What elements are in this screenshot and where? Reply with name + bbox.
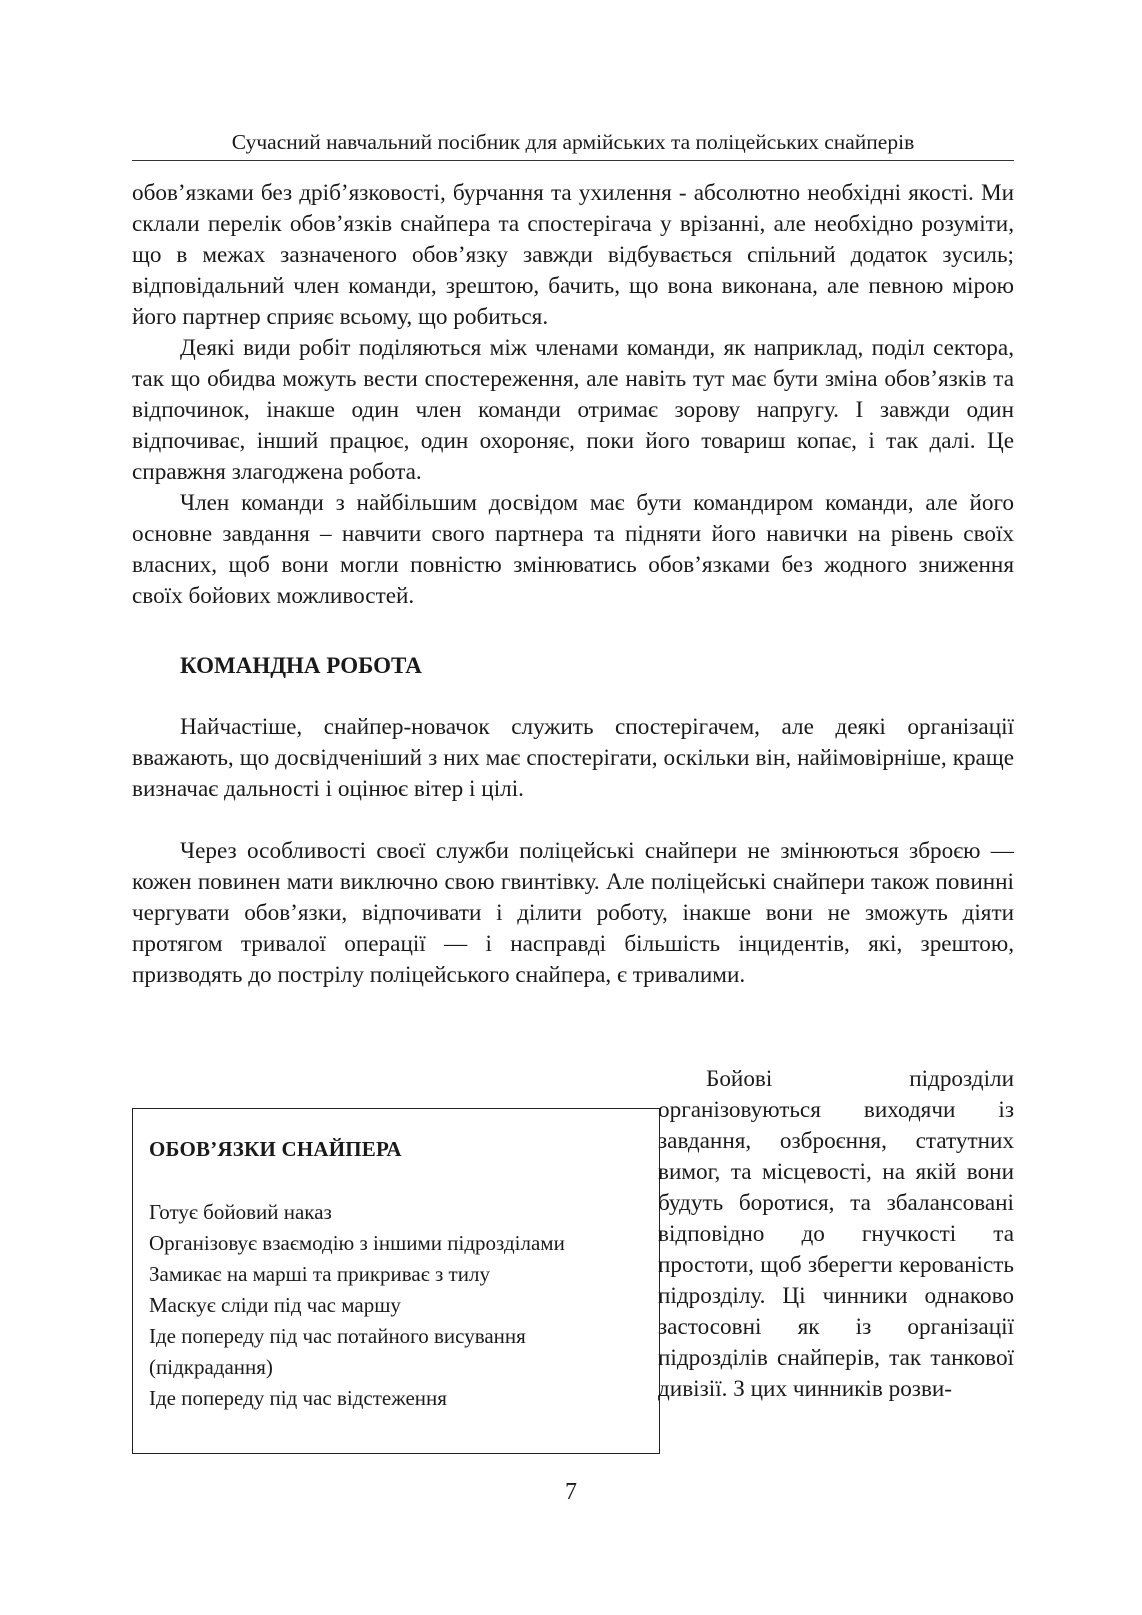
section-heading: КОМАНДНА РОБОТА (180, 653, 422, 678)
body-text-top (132, 178, 1014, 612)
paragraph: Через особливості своєї служби поліцейські снайпери не змінюються зброєю — кожен повинен мати виключно свою гвинтівку. Але поліцейські снайпери також повинні чергувати обов’язки, відпочивати і ділити роботу, інакше вони не зможуть діяти протягом тривалої операції — і насправді більшість інцидентів, які, зрештою, призводять до пострілу поліцейського снайпера, є тривалими. (132, 838, 1014, 988)
running-header: Сучасний навчальний посібник для армійських та поліцейських снайперів (132, 128, 1014, 161)
duty-item: Замикає на марші та прикриває з тилу (149, 1262, 490, 1286)
sniper-duties-box (132, 1108, 660, 1454)
body-text-team-1 (132, 712, 1014, 805)
paragraph: обов’язками без дріб’язковості, бурчання та ухилення - абсолютно необхідні якості. Ми склали перелік обов’язків снайпера та спостерігача у врізанні, але необхідно розуміти, що в межах зазначеного обов’язку завжди відбувається спільний додаток зусиль; відповідальний член команди, зрештою, бачить, що вона виконана, але певною мірою його партнер сприяє всьому, що робиться. (132, 180, 1014, 330)
duty-item: Іде попереду під час відстеження (149, 1386, 447, 1410)
paragraph: Член команди з найбільшим досвідом має бути командиром команди, але його основне завдання – навчити свого партнера та підняти його навички на рівень своїх власних, щоб вони могли повністю змінюватись обов’язками без жодного зниження своїх бойових можливостей. (132, 490, 1014, 609)
duties-box-title: ОБОВ’ЯЗКИ СНАЙПЕРА (149, 1137, 402, 1161)
paragraph: Найчастіше, снайпер-новачок служить спостерігачем, але деякі організації вважають, що досвідченіший з них має спостерігати, оскільки він, найімовірніше, краще визначає дальності і оцінює вітер і цілі. (132, 714, 1014, 802)
side-paragraph: Бойові підрозділи організовуються виходячи із завдання, озброєння, статутних вимог, та місцевості, на якій вони будуть боротися, та збалансовані відповідно до гнучкості та простоти, щоб зберегти керованість підрозділу. Ці чинники однаково застосовні як із організації підрозділів снайперів, так танкової дивізії. З цих чинників розви- (658, 1066, 1014, 1402)
page-number: 7 (565, 1479, 577, 1505)
duty-item: Організовує взаємодію з іншими підрозділами (149, 1231, 565, 1255)
duty-item: Іде попереду під час потайного висування (підкрадання) (149, 1324, 526, 1379)
duties-list (149, 1197, 643, 1414)
body-text-team-2 (132, 836, 1014, 991)
paragraph: Деякі види робіт поділяються між членами команди, як наприклад, поділ сектора, так що обидва можуть вести спостереження, але навіть тут має бути зміна обов’язків та відпочинок, інакше один член команди отримає зорову напругу. І завжди один відпочиває, інший працює, один охороняє, поки його товариш копає, і так далі. Це справжня злагоджена робота. (132, 335, 1014, 485)
duty-item: Маскує сліди під час маршу (149, 1293, 401, 1317)
duty-item: Готує бойовий наказ (149, 1200, 332, 1224)
